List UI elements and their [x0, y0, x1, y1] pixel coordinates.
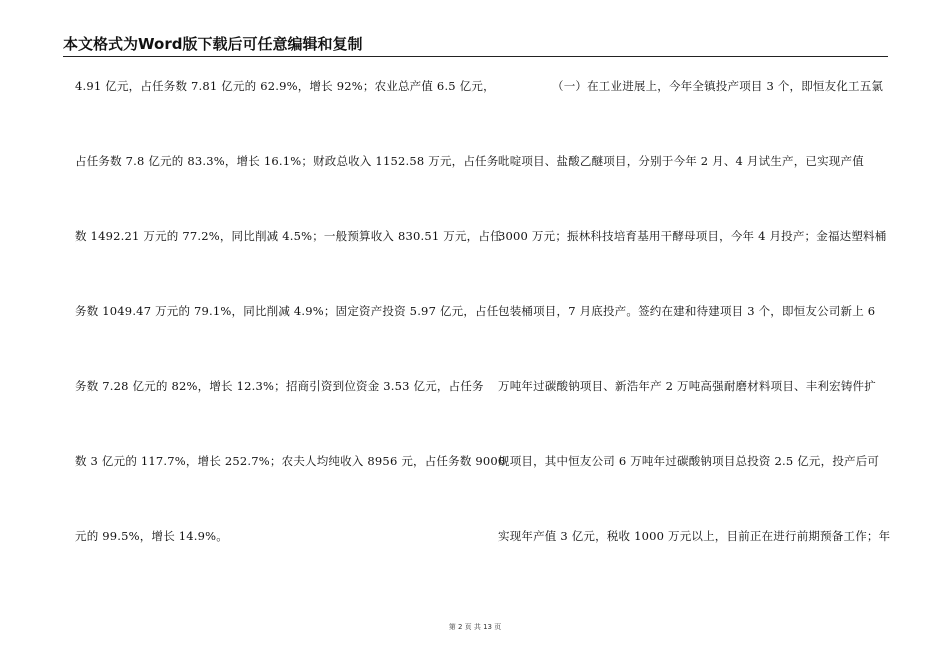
- left-line-7: 元的 99.5%，增长 14.9%。: [75, 529, 228, 543]
- page-number-footer: 第 2 页 共 13 页: [448, 623, 502, 631]
- left-column: [75, 0, 506, 600]
- left-line-1: 4.91 亿元，占任务数 7.81 亿元的 62.9%，增长 92%；农业总产值 6.5 亿元，: [75, 79, 495, 93]
- left-line-2: 占任务数 7.8 亿元的 83.3%，增长 16.1%；财政总收入 1152.58 万元，占任务: [75, 154, 499, 168]
- header-title: 本文格式为Word版下载后可任意编辑和复制: [63, 35, 363, 53]
- right-line-3: 3000 万元；振林科技培育基用干酵母项目，今年 4 月投产；金福达塑料桶: [498, 229, 887, 243]
- right-column: [498, 0, 898, 600]
- left-line-6: 数 3 亿元的 117.7%，增长 252.7%；农夫人均纯收入 8956 元，占任务数 9000: [75, 454, 506, 468]
- left-line-5: 务数 7.28 亿元的 82%，增长 12.3%；招商引资到位资金 3.53 亿元，占任务: [75, 379, 484, 393]
- right-line-7: 实现年产值 3 亿元，税收 1000 万元以上，目前正在进行前期预备工作；年: [498, 529, 891, 543]
- right-line-4: 包装桶项目，7 月底投产。签约在建和待建项目 3 个，即恒友公司新上 6: [498, 304, 876, 318]
- left-line-3: 数 1492.21 万元的 77.2%，同比削减 4.5%；一般预算收入 830.51 万元，占任: [75, 229, 502, 243]
- right-line-5: 万吨年过碳酸钠项目、新浩年产 2 万吨高强耐磨材料项目、丰利宏铸件扩: [498, 379, 876, 393]
- right-line-2: 吡啶项目、盐酸乙醚项目，分别于今年 2 月、4 月试生产，已实现产值: [498, 154, 864, 168]
- right-line-6: 规项目，其中恒友公司 6 万吨年过碳酸钠项目总投资 2.5 亿元，投产后可: [498, 454, 880, 468]
- left-line-4: 务数 1049.47 万元的 79.1%，同比削减 4.9%；固定资产投资 5.97 亿元，占任: [75, 304, 499, 318]
- right-line-1: （一）在工业进展上，今年全镇投产项目 3 个，即恒友化工五氯: [552, 79, 884, 93]
